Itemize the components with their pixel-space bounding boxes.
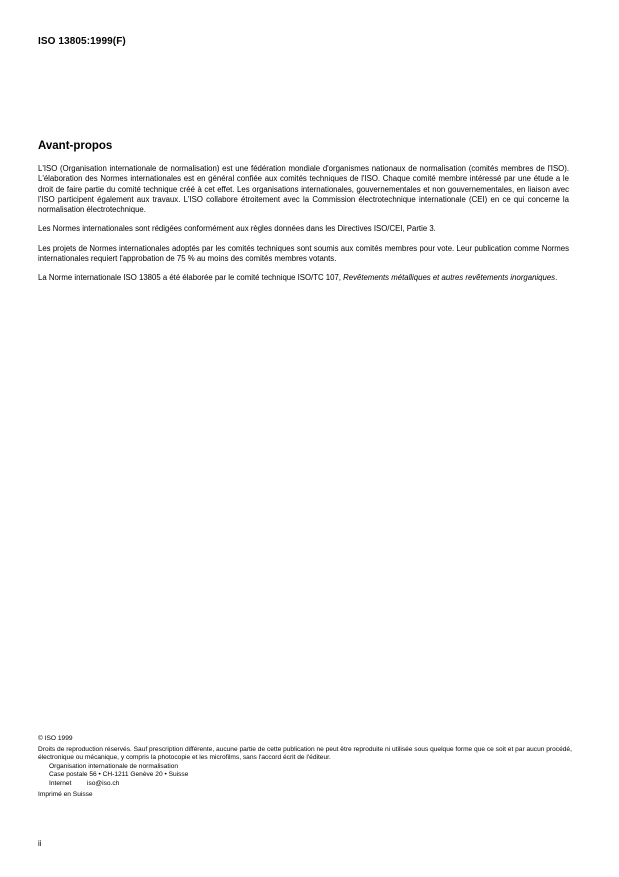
paragraph-4-end: .	[555, 273, 558, 283]
copyright-internet	[38, 780, 583, 789]
committee-title: Revêtements métalliques et autres revêtements inorganiques	[343, 273, 556, 283]
foreword-paragraph-4	[38, 273, 569, 283]
printed-in: Imprimé en Suisse	[38, 790, 93, 798]
internet-email: iso@iso.ch	[87, 779, 120, 787]
copyright-line: © ISO 1999	[38, 735, 73, 742]
foreword-paragraph-1: L'ISO (Organisation internationale de normalisation) est une fédération mondiale d'organismes nationaux de normalisation (comités membres de l'ISO). L'élaboration des Normes internationales est en général confiée aux comités techniques de l'ISO. Chaque comité membre intéressé par une étude a le droit de faire partie du comité technique créé à cet effet. Les organisations internationales, gouvernementales et non gouvernementales, en liaison avec l'ISO participent également aux travaux. L'ISO collabore étroitement avec la Commission électrotechnique internationale (CEI) en ce qui concerne la normalisation électrotechnique.	[38, 164, 569, 215]
foreword-paragraph-2: Les Normes internationales sont rédigées conformément aux règles données dans les Directives ISO/CEI, Partie 3.	[38, 224, 436, 234]
copyright-organisation: Organisation internationale de normalisation	[49, 762, 179, 770]
internet-label: Internet	[49, 779, 72, 787]
foreword-body	[38, 164, 569, 293]
foreword-paragraph-3: Les projets de Normes internationales adoptés par les comités techniques sont soumis aux comités membres pour vote. Leur publication comme Normes internationales requiert l'approbation de 75 % au moins des comités membres votants.	[38, 243, 569, 264]
document-id: ISO 13805:1999(F)	[38, 36, 126, 47]
copyright-address: Case postale 56 • CH-1211 Genève 20 • Suisse	[49, 771, 189, 779]
copyright-rights: Droits de reproduction réservés. Sauf prescription différente, aucune partie de cette publication ne peut être reproduite ni utilisée sous quelque forme que ce soit et par aucun procédé, électronique ou mécanique, y compris la photocopie et les microfilms, sans l'accord écrit de l'éditeur.	[38, 745, 572, 762]
foreword-title: Avant-propos	[38, 140, 113, 152]
copyright-block	[38, 735, 583, 799]
paragraph-4-text: La Norme internationale ISO 13805 a été élaborée par le comité technique ISO/TC 107,	[38, 273, 341, 283]
page-number: ii	[38, 839, 42, 848]
